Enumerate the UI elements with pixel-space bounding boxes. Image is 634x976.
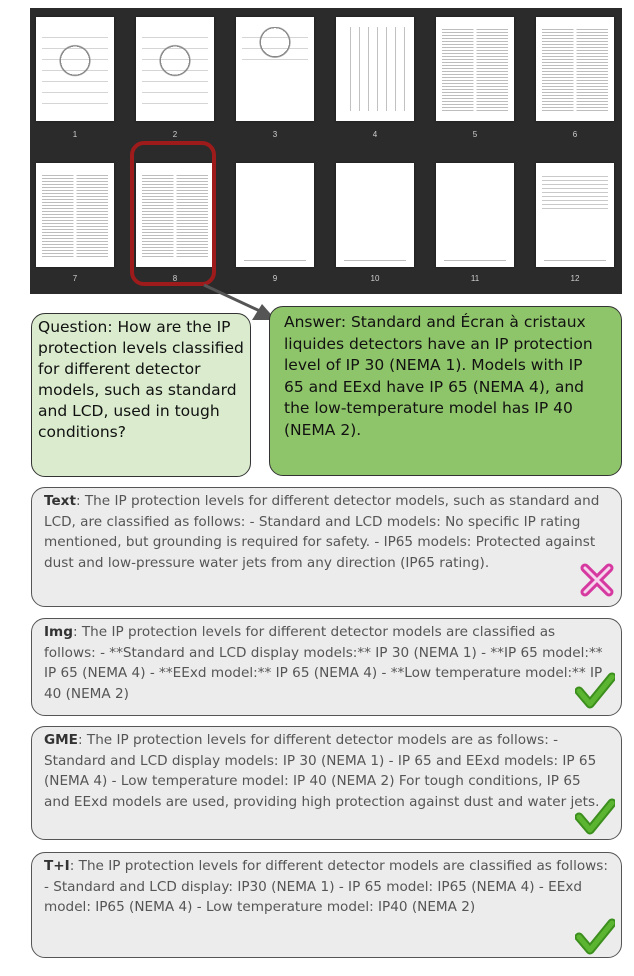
check-icon xyxy=(575,671,615,711)
response-label: Text xyxy=(44,493,76,509)
response-body: : The IP protection levels for different detector models, such as standard and LCD, are classified as follows: - Standard and LCD models: No specific IP rating mentioned, but grounding is required for safety. - IP65 models: Protected against dust and low-pressure water jets from any direction (IP65 rating). xyxy=(44,493,600,571)
response-label: GME xyxy=(44,732,78,748)
page-number: 4 xyxy=(372,130,378,139)
page-number: 6 xyxy=(572,130,578,139)
response-label: T+I xyxy=(44,858,70,874)
page-number: 3 xyxy=(272,130,278,139)
page-number: 7 xyxy=(72,274,78,283)
response-img xyxy=(31,618,622,716)
page-number: 5 xyxy=(472,130,478,139)
answer-bubble xyxy=(269,306,622,476)
response-body: : The IP protection levels for different detector models are classified as follows: - **Standard and LCD display models:** IP 30 (NEMA 1) - **IP 65 model:** IP 65 (NEMA 4) - **EExd model:** IP 65 (NEMA 4) - **Low temperature model:** IP 40 (NEMA 2) xyxy=(44,624,603,702)
page-number: 12 xyxy=(570,274,580,283)
response-text xyxy=(31,487,622,607)
page-number: 2 xyxy=(172,130,178,139)
response-gme xyxy=(31,726,622,840)
response-text-image xyxy=(31,852,622,958)
page-number: 1 xyxy=(72,130,78,139)
page-number: 11 xyxy=(470,274,480,283)
page-number: 10 xyxy=(370,274,380,283)
cross-icon xyxy=(577,560,617,600)
check-icon xyxy=(575,797,615,837)
answer-text: Answer: Standard and Écran à cristaux liquides detectors have an IP protection level of IP 30 (NEMA 1). Models with IP 65 and EExd have IP 65 (NEMA 4), and the low-temperature model has IP 40 (NEMA 2). xyxy=(284,313,593,439)
page-number: 8 xyxy=(172,274,178,283)
response-body: : The IP protection levels for different detector models are classified as follows: - Standard and LCD display: IP30 (NEMA 1) - IP 65 model: IP65 (NEMA 4) - EExd model: IP65 (NEMA 4) - Low temperature model: IP40 (NEMA 2) xyxy=(44,858,608,915)
question-text: Question: How are the IP protection levels classified for different detector models, such as standard and LCD, used in tough conditions? xyxy=(38,318,244,441)
question-bubble xyxy=(31,313,251,477)
response-body: : The IP protection levels for different detector models are as follows: - Standard and LCD display models: IP 30 (NEMA 1) - IP 65 and EExd models: IP 65 (NEMA 4) - Low temperature model: IP 40 (NEMA 2) For tough conditions, IP 65 and EExd models are used, providing high protection against dust and water jets. xyxy=(44,732,600,810)
page-number: 9 xyxy=(272,274,278,283)
response-label: Img xyxy=(44,624,73,640)
check-icon xyxy=(575,917,615,957)
